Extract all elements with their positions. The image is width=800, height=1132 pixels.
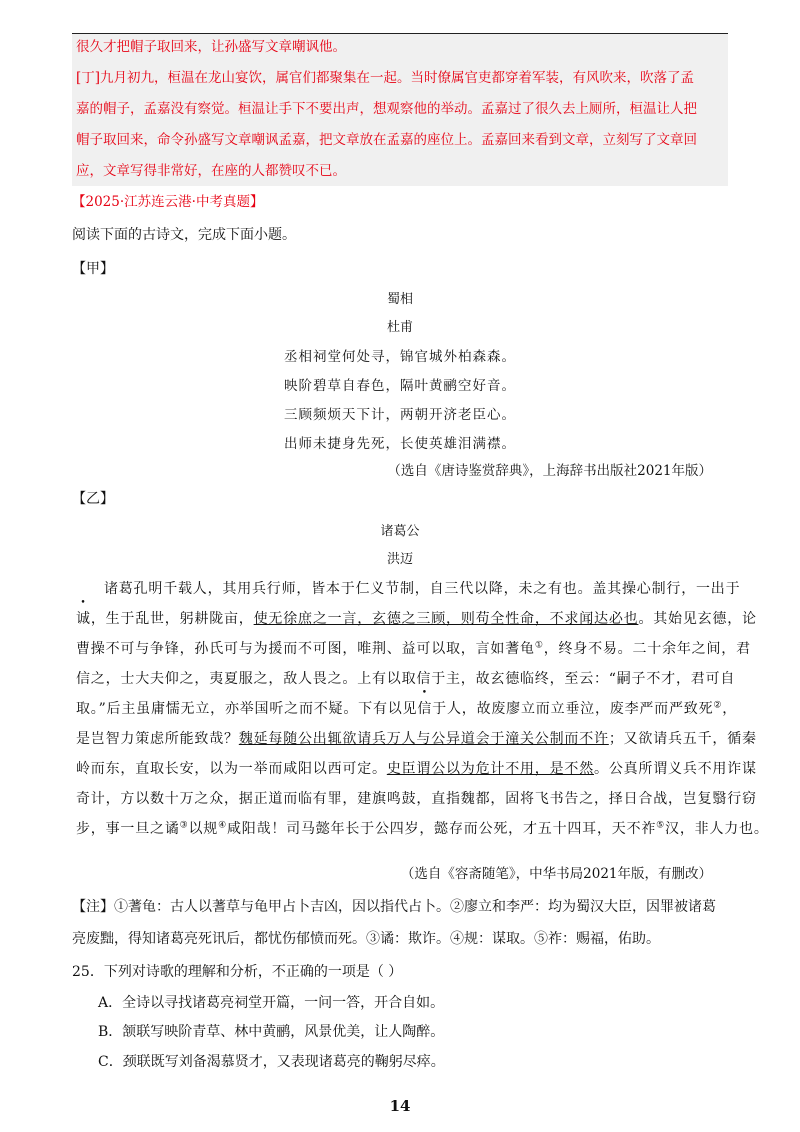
poem-title: 蜀相 [386,292,413,307]
prose-line-1: 诸葛孔明千载人，其用兵行师，皆本于仁义节制，自三代以降，未之有也。盖其操心制行，一出于 [104,581,741,597]
answer-line-3: 嘉的帽子，孟嘉没有察觉。桓温让手下不要出声，想观察他的举动。孟嘉过了很久去上厕所，桓温让人把 [76,101,697,117]
answer-translation-box [72,34,728,186]
prose-line-6: 是岂智力策虑所能致哉？魏延每随公出辄欲请兵万人与公异道会于潼关公制而不许；又欲请兵五千，循秦 [76,731,757,747]
prose-line-9: 步，事一旦之谲③以规④咸阳哉！司马懿年长于公四岁，懿存而公死，才五十四耳，天不祚⑤汉，非人力也。 [76,820,769,837]
notes-line-2: 亮废黜，得知诸葛亮死讯后，都忧伤郁愤而死。③谲：欺诈。④规：谋取。⑤祚：赐福，佑助。 [72,931,660,947]
poem-line-3: 三顾频烦天下计，两朝开济老臣心。 [284,407,516,423]
prose-line-2: 诚，生于乱世，躬耕陇亩，使无徐庶之一言，玄德之三顾，则苟全性命，不求闻达必也。其始见玄德，论 [76,611,757,627]
prose-author: 洪迈 [386,552,413,567]
notes-line-1: 【注】①蓍龟：古人以蓍草与龟甲占卜吉凶，因以指代占卜。②廖立和李严：均为蜀汉大臣，因罪被诸葛 [72,899,716,915]
answer-line-4: 帽子取回来，命令孙盛写文章嘲讽孟嘉，把文章放在孟嘉的座位上。孟嘉回来看到文章，立刻写了文章回 [76,132,697,148]
page-number: 14 [389,1097,411,1115]
dotted-char-cheng: 诚 [76,611,91,627]
instruction-text: 阅读下面的古诗文，完成下面小题。 [72,227,296,243]
poem-line-2: 映阶碧草自春色，隔叶黄鹂空好音。 [284,378,516,394]
answer-line-2: [丁]九月初九，桓温在龙山宴饮，属官们都聚集在一起。当时僚属官吏都穿着军装，有风吹来，吹落了孟 [76,70,695,86]
exam-source-tag: 【2025·江苏连云港·中考真题】 [72,194,264,210]
question-option-b: B．颔联写映阶青草、林中黄鹂，风景优美，让人陶醉。 [98,1024,445,1040]
prose-source: （选自《容斋随笔》，中华书局2021年版，有删改） [400,866,712,882]
prose-title: 诸葛公 [380,524,420,539]
underlined-sentence-3: 史臣谓公以为危计不用，是不然 [386,761,595,777]
section-yi-label: 【乙】 [72,491,114,507]
question-option-a: A．全诗以寻找诸葛亮祠堂开篇，一问一答，开合自如。 [98,995,445,1011]
dotted-char-xin: 信 [417,701,433,717]
question-option-c: C．颈联既写刘备渴慕贤才，又表现诸葛亮的鞠躬尽瘁。 [98,1054,445,1070]
underlined-sentence-1: 使无徐庶之一言，玄德之三顾，则苟全性命，不求闻达必也 [253,611,639,627]
poem-line-1: 丞相祠堂何处寻，锦官城外柏森森。 [284,349,516,365]
underlined-sentence-2: 魏延每随公出辄欲请兵万人与公异道会于潼关公制而不许 [238,731,609,747]
prose-line-8: 奇计，方以数十万之众，据正道而临有罪，建旗鸣鼓，直指魏都，固将飞书告之，择日合战，岂复翳行窃 [76,791,757,807]
prose-line-7: 岭而东，直取长安，以为一举而咸阳以西可定。史臣谓公以为危计不用，是不然。公真所谓义兵不用诈谋 [76,761,757,777]
section-jia-label: 【甲】 [72,261,114,277]
prose-line-5: 取。”后主虽庸懦无立，亦举国听之而不疑。下有以见信于人，故废廖立而立垂泣，废李严而严致死②， [76,700,738,717]
poem-author: 杜甫 [386,320,413,335]
poem-line-4: 出师未捷身先死，长使英雄泪满襟。 [284,436,516,452]
answer-line-5: 应，文章写得非常好，在座的人都赞叹不已。 [76,163,346,179]
poem-source: （选自《唐诗鉴赏辞典》，上海辞书出版社2021年版） [387,463,712,479]
answer-line-1: 很久才把帽子取回来，让孙盛写文章嘲讽他。 [76,39,346,55]
prose-line-3: 曹操不可与争锋，孙氏可与为援而不可图，唯荆、益可以取，言如蓍龟①，终身不易。二十余年之间，君 [76,640,751,657]
prose-line-4: 信之，士大夫仰之，夷夏服之，敌人畏之。上有以取信于主，故玄德临终，至云：“嗣子不才，君可自 [76,671,736,687]
question-stem: 25．下列对诗歌的理解和分析，不正确的一项是（ ） [72,964,403,980]
